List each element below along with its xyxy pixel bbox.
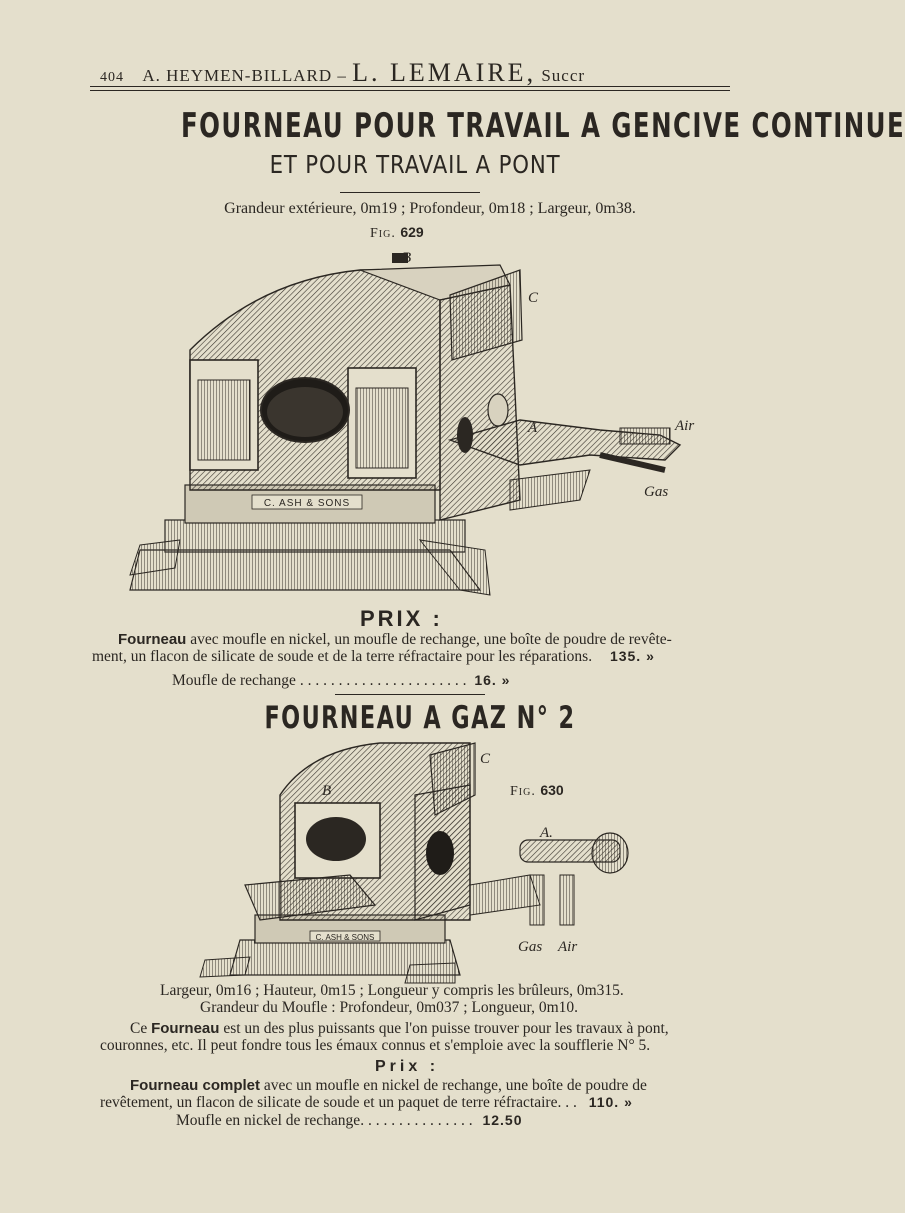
label-a-630: A.	[540, 825, 553, 841]
fig-label: Fig.	[370, 226, 396, 241]
item-text: Moufle en nickel de rechange. . . . . . . . . . . . . . .	[176, 1112, 473, 1129]
desc-text: est un des plus puissants que l'on puisse trouver pour les travaux à pont,	[219, 1020, 669, 1037]
maker-plate-630: C. ASH & SONS	[315, 933, 375, 942]
prix-heading-2: Prix :	[375, 1058, 440, 1075]
item-text: avec un moufle en nickel de rechange, une boîte de poudre de	[260, 1077, 647, 1094]
price-value: 135. »	[609, 648, 655, 664]
item-bold: Fourneau	[118, 631, 187, 648]
label-a-629: A	[528, 420, 538, 436]
price2-line-2	[176, 1112, 523, 1129]
maker-plate-629: C. ASH & SONS	[263, 498, 351, 509]
label-air-629: Air	[675, 418, 695, 434]
price2-line-1a	[130, 1077, 647, 1094]
label-b-629: B	[402, 250, 412, 266]
price-line-1b	[92, 648, 655, 665]
page-number: 404	[100, 70, 124, 85]
section1-dimensions: Grandeur extérieure, 0m19 ; Profondeur, 0m18 ; Largeur, 0m38.	[224, 200, 636, 217]
fig-629-caption	[370, 224, 424, 242]
section1-subtitle: ET POUR TRAVAIL A PONT	[269, 150, 561, 179]
prix-heading-1: PRIX :	[360, 606, 443, 631]
furnace-629-illustration	[120, 250, 710, 600]
furnace-630-illustration	[200, 735, 650, 985]
divider	[335, 694, 485, 695]
label-c-629: C	[528, 290, 539, 306]
section2-desc-1	[130, 1020, 669, 1037]
desc-text: Ce	[130, 1020, 152, 1037]
header-brand: L. LEMAIRE,	[352, 58, 537, 87]
section2-dims-2: Grandeur du Moufle : Profondeur, 0m037 ; Longueur, 0m10.	[200, 999, 579, 1016]
fig-number: 630	[540, 782, 564, 798]
header-rule	[90, 86, 730, 91]
item-text: avec moufle en nickel, un moufle de rechange, une boîte de poudre de revête-	[186, 631, 672, 648]
price-value: 12.50	[482, 1112, 523, 1128]
page-header	[100, 58, 740, 88]
price-line-2	[172, 672, 510, 689]
price-value: 110. »	[588, 1094, 633, 1110]
section2-title: FOURNEAU A GAZ N° 2	[264, 700, 576, 736]
header-succ: Succr	[541, 66, 586, 85]
item-text: revêtement, un flacon de silicate de soude et un paquet de terre réfractaire. . .	[100, 1094, 577, 1111]
price2-line-1b	[100, 1094, 633, 1111]
section2-dims-1: Largeur, 0m16 ; Hauteur, 0m15 ; Longueur y compris les brûleurs, 0m315.	[160, 982, 624, 999]
item-text: Moufle de rechange . . . . . . . . . . . . . . . . . . . . . .	[172, 672, 467, 689]
price-value: 16. »	[474, 672, 511, 688]
header-left-text: A. HEYMEN-BILLARD –	[142, 66, 347, 85]
item-bold: Fourneau complet	[130, 1077, 261, 1094]
desc-bold: Fourneau	[151, 1020, 220, 1037]
item-text: ment, un flacon de silicate de soude et de la terre réfractaire pour les réparations.	[92, 648, 593, 665]
label-gas-630: Gas	[518, 939, 543, 955]
label-b-630: B	[322, 783, 332, 799]
label-gas-629: Gas	[644, 484, 669, 500]
label-c-630: C	[480, 751, 491, 767]
divider	[340, 192, 480, 193]
price-line-1a	[118, 631, 672, 648]
label-air-630: Air	[558, 939, 578, 955]
fig-label: Fig.	[510, 784, 536, 799]
section2-desc-2: couronnes, etc. Il peut fondre tous les émaux connus et s'emploie avec la soufflerie N° 5.	[100, 1037, 651, 1054]
fig-number: 629	[400, 224, 424, 240]
section1-title: FOURNEAU POUR TRAVAIL A GENCIVE CONTINUE	[180, 106, 905, 146]
